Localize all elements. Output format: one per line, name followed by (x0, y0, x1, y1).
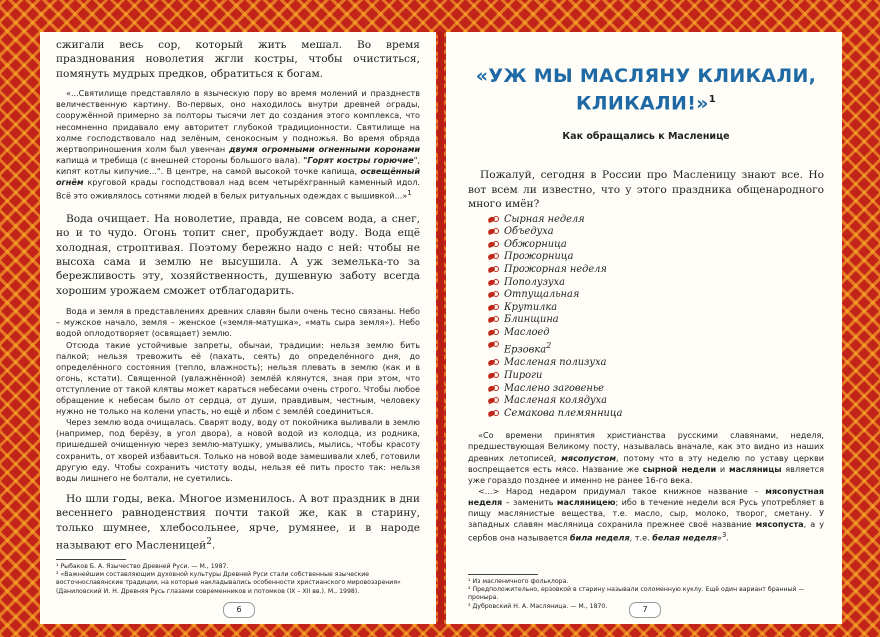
bullet-ornament-icon (488, 279, 500, 287)
footnote-divider (56, 559, 126, 560)
bullet-ornament-icon (488, 241, 500, 249)
quote-dubrovsky-1: «Со времени принятия христианства русскими славянами, неделя, предшествующая Великому посту, называлась вначале, как это видно из наших древних летописей, мясопустом, потому что в эту неделю по уставу церкви воспрещается есть мясо. Название же сырной недели и масляницы является уже гораздо позднее и именно не ранее 16-го века. (468, 430, 824, 485)
list-item: Маслено заговенье (504, 383, 824, 396)
bullet-ornament-icon (488, 385, 500, 393)
list-item: Блинщина (504, 314, 824, 327)
chapter-title (468, 64, 824, 115)
left-maslenitsa-paragraph: Но шли годы, века. Многое изменилось. А вот праздник в дни весеннего равноденствия почти такой же, как в старину, только шумнее, хлебосольнее, ярче, румянее, и в народе называют его Масленицей$^2$. (56, 492, 420, 552)
chapter-title-line-2: КЛИКАЛИ!»$^1$ (575, 92, 717, 115)
list-item: Маслоед (504, 327, 824, 340)
bullet-ornament-icon (488, 341, 500, 349)
page-right (446, 32, 842, 624)
chapter-title-line-1: «УЖ МЫ МАСЛЯНУ КЛИКАЛИ, (475, 65, 817, 87)
bullet-ornament-icon (488, 329, 500, 337)
quote-water-earth-2: Отсюда такие устойчивые запреты, обычаи, традиции: нельзя землю бить палкой; нельзя тревожить её (пахать, сеять) до определённого дня, до определённого состояния (тепло, влажность); нельзя плевать в землю (как и в огонь, кстати). Священной (увлажнённой) землёй клянутся, зная при этом, что отступление от такой клятвы может караться небесами очень строго. Чтобы любое обращение к небесам было от сердца, от души, правдивым, честным, человеку нужно не только на колени упасть, но ещё и лбом с землёй соединиться. (56, 339, 420, 417)
page-number: 6 (223, 602, 255, 618)
footnote-3: ³ Дубровский Н. А. Масляница. — М., 1870. (468, 602, 608, 610)
footnote-2: ² «Важнейшим составляющим духовной культуры Древней Руси стали собственные языческие восточнославянские традиции, на которые накладывались особенности христианского мировоззрения» (Даниловский И. Н. Древняя Русь глазами современников и потомков (IX – XII вв.). М., 1998). (56, 571, 401, 595)
page-number: 7 (629, 602, 661, 618)
bullet-ornament-icon (488, 291, 500, 299)
bullet-ornament-icon (488, 397, 500, 405)
page-left (40, 32, 436, 624)
bullet-ornament-icon (488, 304, 500, 312)
bullet-ornament-icon (488, 372, 500, 380)
list-item: Пироги (504, 370, 824, 383)
right-intro-paragraph: Пожалуй, сегодня в России про Масленицу знают все. Но вот всем ли известно, что у этого праздника общенародного много имён? (468, 169, 824, 211)
chapter-subtitle: Как обращались к Масленице (562, 131, 730, 143)
list-item: Сырная неделя (504, 214, 824, 227)
book-spine (438, 32, 444, 624)
bullet-ornament-icon (488, 253, 500, 261)
list-item: Масленая полизуха (504, 357, 824, 370)
list-item: Ерзовка$^2$ (504, 339, 824, 357)
footnote-2: ² Предположительно, ерзовкой в старину называли соломенную куклу. Ещё один вариант бранный — проныра. (468, 586, 805, 602)
bullet-ornament-icon (488, 216, 500, 224)
left-water-paragraph: Вода очищает. На новолетие, правда, не совсем вода, а снег, но и то чудо. Огонь топит снег, пробуждает воду. Вода ещё холодная, строптивая. Поэтому бережно надо с ней: чтобы не высоха сама и землю не высушила. А уж земелька-то за бережливость эту, хозяйственность, душевную заботу всегда хорошим урожаем сможет отблагодарить. (56, 212, 420, 297)
bullet-ornament-icon (488, 359, 500, 367)
maslenitsa-names-list (468, 214, 824, 421)
bullet-ornament-icon (488, 228, 500, 236)
quote-water-earth-1: Вода и земля в представлениях древних славян были очень тесно связаны. Небо – мужское начало, земля – женское («земля-матушка», «мать сыра земля»). Небо водой оплодотворяет (освящает) землю. (56, 306, 420, 339)
bullet-ornament-icon (488, 266, 500, 274)
quote-dubrovsky-2: <...> Народ недаром придумал такое книжное название – мясопустная неделя – заменить масляницею; ибо в течение недели вся Русь употребляет в пищу маслянистые вещества, т.е. масло, сыр, молоко, творог, сметану. У западных славян масляница сохранила прежнее своё название мясопуста, а у сербов она называется била неделя, т.е. белая неделя»$^3$. (468, 485, 824, 543)
list-item: Обжорница (504, 239, 824, 252)
list-item: Отпущальная (504, 289, 824, 302)
bullet-ornament-icon (488, 316, 500, 324)
list-item: Пополузуха (504, 277, 824, 290)
footnote-divider (468, 574, 538, 575)
list-item: Объедуха (504, 226, 824, 239)
quote-rybakov: «...Святилище представляло в языческую пору во время молений и празднеств величественную картину. Во-первых, оно находилось внутри древней ограды, сооружённой примерно за полторы тысячи лет до создания этого комплекса, что несомненно придавало ему авторитет глубокой традиционности. Святилище на холме господствовало над зелёным, сенокосным у подножья. Во время обряда жертвоприношения холм был увенчан двумя огромными огненными коронами капища и требища (с внешней стороны большого вала). "Горят костры горючие", кипят котлы кипучие...". В центре, на самой высокой точке капища, освещённый огнём круговой крады господствовал над всем четырёхгранный каменный идол. Всё это оживлялось сотнями людей в белых ритуальных одеждах с вышивкой...»$^1$ (56, 88, 421, 201)
list-item: Прожорница (504, 251, 824, 264)
list-item: Прожорная неделя (504, 264, 824, 277)
list-item: Крутилка (504, 302, 824, 315)
list-item: Масленая колядуха (504, 395, 824, 408)
footnote-1: ¹ Рыбаков Б. А. Язычество Древней Руси. — М., 1987. (56, 562, 229, 570)
footnote-1: ¹ Из масленичного фольклора. (468, 577, 569, 585)
quote-water-earth-3: Через землю вода очищалась. Сварят воду, воду от покойника выливали в землю (например, под берёзу, в угол двора), а новой водой из колодца, из родника, пришедшей очищенную через землю-матушку, умывались, мылись, чтобы красоту сохранить, от хворей избавиться. Только на новой воде замешивали хлеб, готовили другую еду. Чтобы сохранить чистоту воды, нельзя её пить просто так: нельзя воды лишнего не болтали, не суетились. (56, 417, 420, 483)
bullet-ornament-icon (488, 410, 500, 418)
list-item: Семакова племянница (504, 408, 824, 421)
left-intro-paragraph: сжигали весь сор, который жить мешал. Во время празднования новолетия жгли костры, чтобы очиститься, помянуть мудрых предков, обратиться к богам. (56, 39, 420, 80)
